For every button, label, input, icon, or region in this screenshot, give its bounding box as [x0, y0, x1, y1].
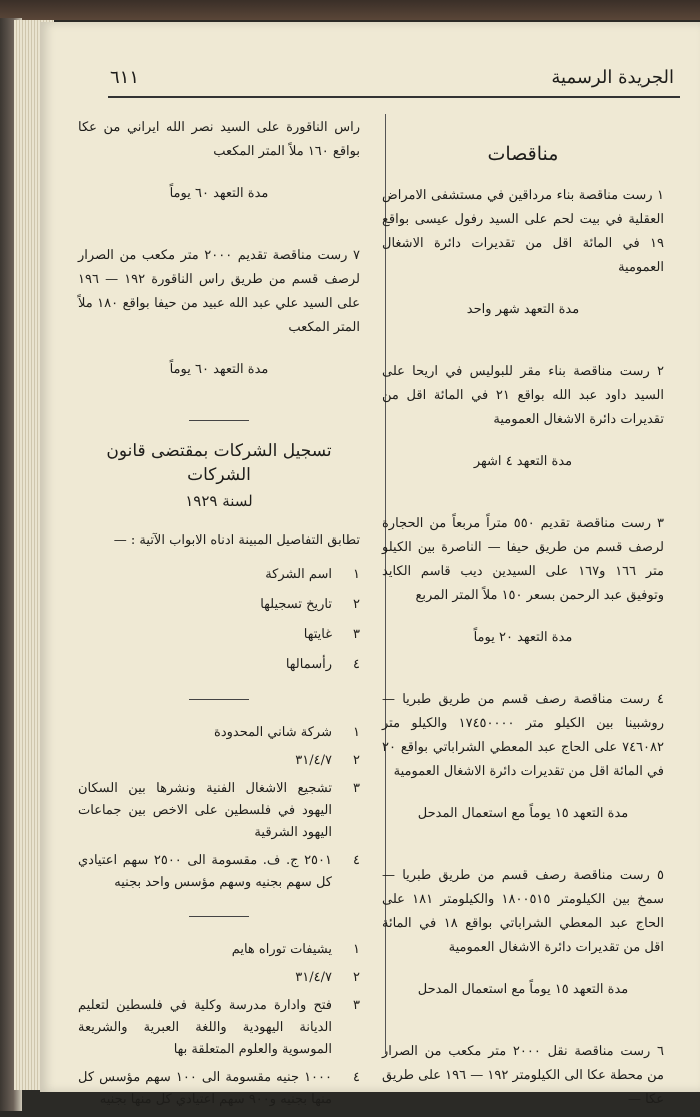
list-item: ٢ ٣١/٤/٧: [295, 970, 360, 985]
entry-rule: [189, 916, 249, 917]
tender-4: ٤ رست مناقصة رصف قسم من طريق طبريا — روشبينا بين الكيلو متر ١٧٤٥٠٠٠٠ والكيلو متر ٧٤٦٠٨٢ على الحاج عبد المعطي الشراباتي بواقع ٢٠ في المائة اقل من تقديرات دائرة الاشغال العمومية: [382, 692, 664, 779]
tender-2-duration: مدة التعهد ٤ اشهر: [473, 454, 573, 469]
list-item: ١ اسم الشركة: [265, 567, 360, 582]
list-item: ٣ تشجيع الاشغال الفنية ونشرها بين السكان اليهود في فلسطين على الاخص بين جماعات اليهود الشرقية: [78, 781, 360, 840]
list-item: ١ شركة شاني المحدودة: [214, 725, 360, 740]
tender-7-duration: مدة التعهد ٦٠ يوماً: [169, 362, 269, 377]
registration-headings: [78, 563, 360, 677]
list-item: ٢ تاريخ تسجيلها: [260, 597, 360, 612]
section-rule: [189, 420, 249, 421]
journal-title: الجريدة الرسمية: [551, 66, 674, 88]
header-rule: [108, 96, 680, 98]
list-item: ٣ غايتها: [303, 627, 360, 642]
tender-1: ١ رست مناقصة بناء مرداقين في مستشفى الامراض العقلية في بيت لحم على السيد رفول عيسى بواقع ١٩ في المائة اقل من تقديرات دائرة الاشغال العمومية: [382, 188, 664, 275]
list-item: ١ يشيفات توراه هايم: [231, 942, 360, 957]
tender-5-duration: مدة التعهد ١٥ يوماً مع استعمال المدحل: [417, 982, 629, 997]
tender-4-duration: مدة التعهد ١٥ يوماً مع استعمال المدحل: [417, 806, 629, 821]
entry-rule: [189, 699, 249, 700]
list-item: ٤ رأسمالها: [285, 657, 360, 672]
company-entry-1: [78, 722, 360, 894]
list-item: ٣ فتح وادارة مدرسة وكلية في فلسطين لتعليم الديانة اليهودية واللغة العبرية والشريعة الموسوية والعلوم المتعلقة بها: [78, 998, 360, 1057]
tender-7: ٧ رست مناقصة تقديم ٢٠٠٠ متر مكعب من الصرار لرصف قسم من طريق راس الناقورة ١٩٢ — ١٩٦ على السيد علي عبد الله عبيد من حيفا بواقع ١٨٠ ملاً المتر المكعب: [78, 248, 360, 335]
registration-note: تطابق التفاصيل المبينة ادناه الابواب الآتية : —: [113, 533, 360, 548]
tender-3-duration: مدة التعهد ٢٠ يوماً: [473, 630, 573, 645]
tender-6-continuation: راس الناقورة على السيد نصر الله ايراني من عكا بواقع ١٦٠ ملاً المتر المكعب: [78, 120, 360, 159]
registration-year: لسنة ١٩٢٩: [185, 492, 253, 510]
registration-column: [78, 102, 360, 1117]
tender-5: ٥ رست مناقصة رصف قسم من طريق طبريا — سمخ بين الكيلومتر ١٨٠٠٥١٥ والكيلومتر ١٨١ على الحاج عبد المعطي الشراباتي بواقع ١٨ في المائة اقل من تقديرات دائرة الاشغال العمومية: [382, 868, 665, 955]
list-item: ٤ ٢٥٠١ ج. ف. مقسومة الى ٢٥٠٠ سهم اعتيادي كل سهم بجنيه وسهم مؤسس واحد بجنيه: [78, 853, 360, 890]
page-header: [110, 62, 674, 92]
tender-6: ٦ رست مناقصة نقل ٢٠٠٠ متر مكعب من الصرار من محطة عكا الى الكيلومتر ١٩٢ — ١٩٦ على طريق عكا —: [382, 1044, 665, 1107]
tenders-column: [382, 102, 664, 1112]
gazette-page: [40, 22, 700, 1107]
registration-title: تسجيل الشركات بمقتضى قانون الشركات: [106, 441, 332, 485]
tender-1-duration: مدة التعهد شهر واحد: [466, 302, 580, 317]
tender-3: ٣ رست مناقصة تقديم ٥٥٠ متراً مربعاً من الحجارة لرصف قسم من طريق حيفا — الناصرة بين الكيلو متر ١٦٦ و١٦٧ على السيدين ديب قاسم الكايد وتوفيق عبد الرحمن بسعر ١٥٠ ملاً المتر المربع: [382, 516, 665, 603]
tender-6-duration: مدة التعهد ٦٠ يوماً: [169, 186, 269, 201]
page-number: ٦١١: [110, 66, 140, 88]
list-item: ٢ ٣١/٤/٧: [295, 753, 360, 768]
tender-2: ٢ رست مناقصة بناء مقر للبوليس في اريحا على السيد داود عبد الله بواقع ٢١ في المائة اقل من تقديرات دائرة الاشغال العمومية: [382, 364, 664, 427]
book-cover-top: [0, 0, 700, 20]
list-item: ٤ ١٠٠٠ جنيه مقسومة الى ١٠٠ سهم مؤسس كل منها بجنيه و٩٠٠ سهم اعتيادي كل منها بجنيه: [78, 1070, 360, 1107]
company-entry-2: [78, 939, 360, 1111]
tenders-title: مناقصات: [487, 143, 559, 165]
